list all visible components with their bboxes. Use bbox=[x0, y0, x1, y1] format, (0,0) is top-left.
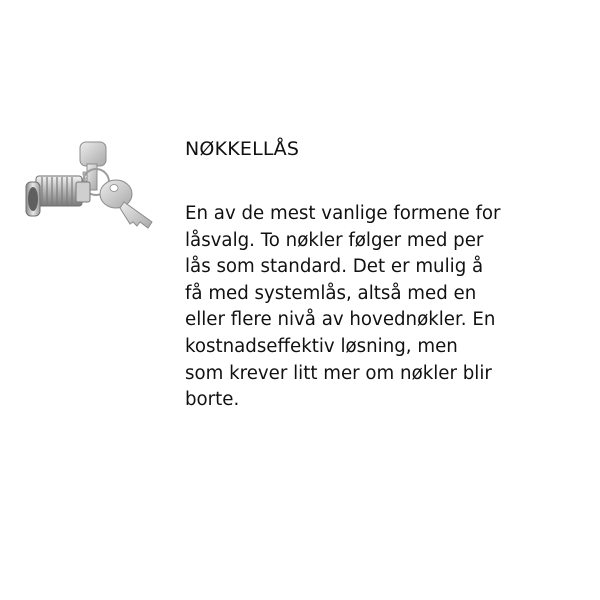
description-line: som krever litt mer om nøkler blir bbox=[185, 362, 492, 384]
description-line: kostnadseffektiv løsning, men bbox=[185, 335, 458, 357]
description-line: borte. bbox=[185, 389, 240, 411]
key-lock-icon bbox=[24, 138, 160, 230]
description-line: få med systemlås, altså med en bbox=[185, 282, 477, 304]
front-key bbox=[100, 180, 152, 228]
product-description bbox=[185, 201, 585, 414]
description-line: eller flere nivå av hovednøkler. En bbox=[185, 309, 496, 331]
description-line: En av de mest vanlige formene for bbox=[185, 203, 501, 224]
description-line: låsvalg. To nøkler følger med per bbox=[185, 229, 484, 251]
lock-cylinder bbox=[26, 176, 90, 216]
description-line: lås som standard. Det er mulig å bbox=[185, 256, 484, 278]
product-heading: NØKKELLÅS bbox=[185, 138, 300, 160]
